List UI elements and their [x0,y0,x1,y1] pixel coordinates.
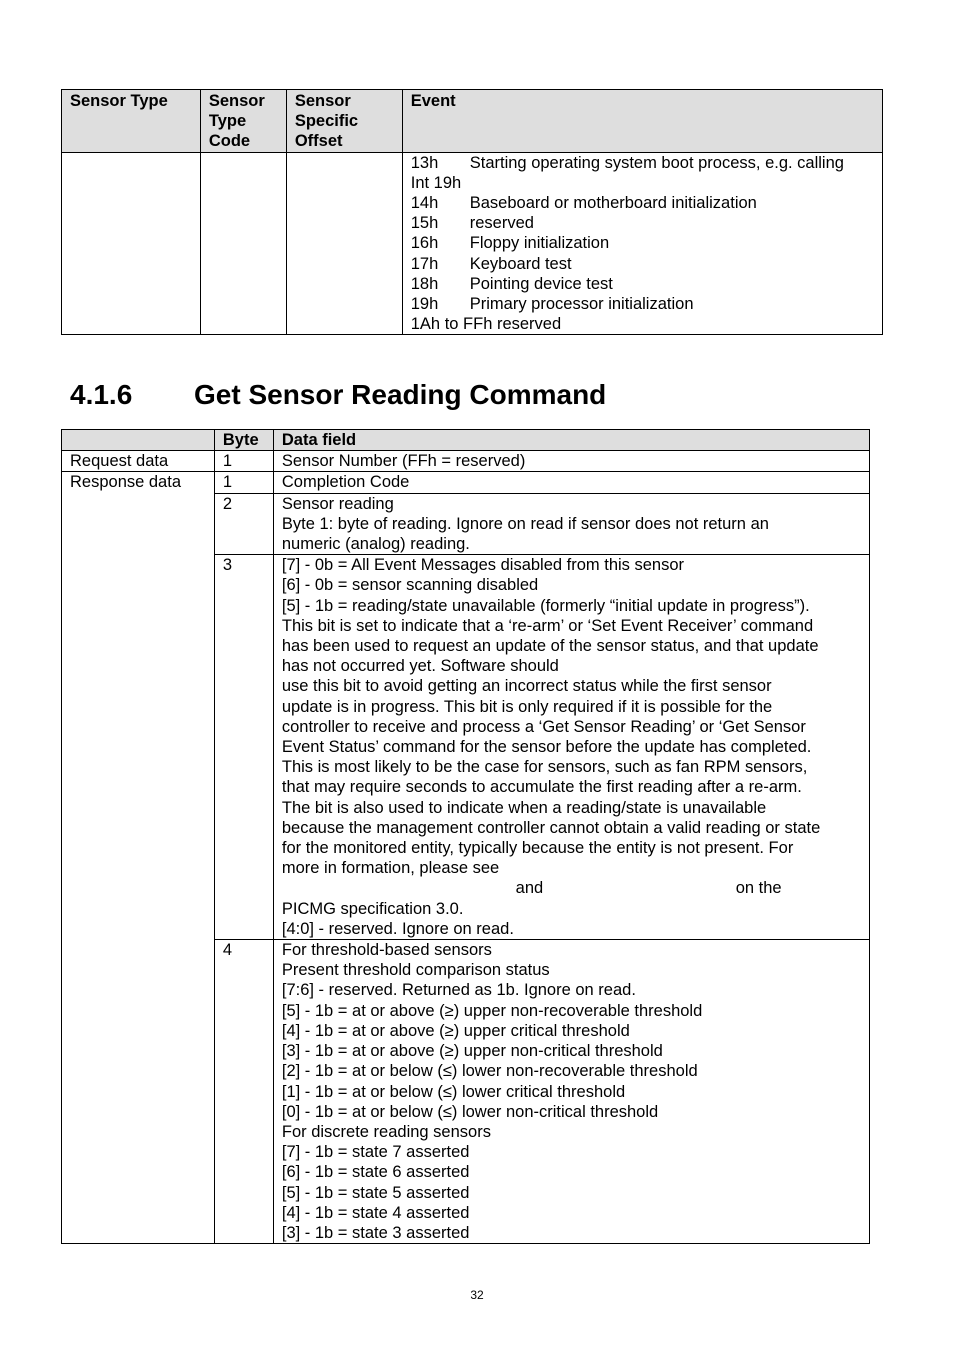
field-line: for the monitored entity, typically because the entity is not present. For [281,839,794,858]
response-byte: 3 [214,555,273,940]
field-line: has not occurred yet. Software should [281,657,559,676]
field-line: Event Status’ command for the sensor before the update has completed. [281,738,812,757]
field-line: [1] - 1b = at or below (≤) lower critical threshold [281,1082,626,1101]
event-entry [411,294,874,314]
event-entry [411,254,874,274]
header-byte: Byte [214,430,273,451]
event-text: Primary processor initialization [469,295,694,314]
response-row [62,472,870,493]
response-field [273,493,869,555]
request-field: Sensor Number (FFh = reserved) [273,451,869,472]
header-sensor-specific-offset: Sensor Specific Offset [286,90,402,153]
field-line: [6] - 0b = sensor scanning disabled [281,576,539,595]
sensor-event-table [61,89,883,335]
field-line: has been used to request an update of the sensor status, and that update [281,637,819,656]
sensor-type-cell [62,152,201,335]
response-byte: 2 [214,493,273,555]
event-entry [411,193,874,213]
field-line: [5] - 1b = reading/state unavailable (formerly “initial update in progress”). [281,596,810,615]
get-sensor-reading-table [61,429,870,1244]
event-code: 16h [410,234,439,253]
event-entry [411,233,874,253]
field-line: Completion Code [281,473,410,492]
response-label: Response data [62,472,215,1244]
event-text: Baseboard or motherboard initialization [469,194,757,213]
field-line: [6] - 1b = state 6 asserted [281,1163,470,1182]
field-line: [4] - 1b = state 4 asserted [281,1203,470,1222]
event-text: Pointing device test [469,274,613,293]
event-text: Floppy initialization [469,234,610,253]
field-line: numeric (analog) reading. [281,535,470,554]
event-text: 1Ah to FFh reserved [410,315,562,334]
header-data-field: Data field [273,430,869,451]
response-field [273,555,869,940]
header-blank [62,430,215,451]
response-rows [62,472,870,1244]
field-line: [2] - 1b = at or below (≤) lower non-recoverable threshold [281,1062,698,1081]
sensor-offset-cell [286,152,402,335]
event-entry [411,153,874,173]
field-line: For discrete reading sensors [281,1122,491,1141]
field-line: PICMG specification 3.0. [281,899,464,918]
field-line: [4:0] - reserved. Ignore on read. [281,919,514,938]
event-entry [411,274,874,294]
field-line: use this bit to avoid getting an incorrect status while the first sensor [281,677,772,696]
event-entry [411,213,874,233]
field-line: [7] - 1b = state 7 asserted [281,1143,470,1162]
event-code: 13h [410,153,439,172]
event-text: Int 19h [410,173,462,192]
table-row [62,152,883,335]
field-line: [5] - 1b = state 5 asserted [281,1183,470,1202]
response-field [273,472,869,493]
header-sensor-type-code: Sensor Type Code [200,90,286,153]
field-line: more in formation, please see [281,859,500,878]
event-cell [402,152,882,335]
section-heading [70,377,606,413]
event-code: 18h [410,274,439,293]
field-line: Present threshold comparison status [281,961,550,980]
page-number: 32 [470,1288,484,1302]
section-title: Get Sensor Reading Command [194,379,607,410]
table-header-row [62,90,883,153]
section-number: 4.1.6 [70,379,133,410]
event-text: Starting operating system boot process, e.g. calling [469,153,844,172]
response-byte: 1 [214,472,273,493]
field-line: For threshold-based sensors [281,941,492,960]
field-line: This bit is set to indicate that a ‘re-arm’ or ‘Set Event Receiver’ command [281,616,814,635]
table-header-row [62,430,870,451]
event-entry [411,314,874,334]
header-sensor-type: Sensor Type [62,90,201,153]
field-line: [4] - 1b = at or above (≥) upper critical threshold [281,1021,630,1040]
header-event: Event [402,90,882,153]
field-line: [5] - 1b = at or above (≥) upper non-recoverable threshold [281,1001,703,1020]
field-line: [0] - 1b = at or below (≤) lower non-critical threshold [281,1102,659,1121]
request-row [62,451,870,472]
request-byte: 1 [214,451,273,472]
event-code: 19h [410,295,439,314]
event-code: 17h [410,254,439,273]
field-line: [7] - 0b = All Event Messages disabled from this sensor [281,556,685,575]
response-byte: 4 [214,940,273,1244]
event-text: reserved [469,214,534,233]
field-line: and on the [281,879,782,898]
event-code: 14h [410,194,439,213]
field-line: Byte 1: byte of reading. Ignore on read if sensor does not return an [281,514,769,533]
field-line: [7:6] - reserved. Returned as 1b. Ignore on read. [281,981,636,1000]
field-line: Sensor reading [281,494,394,513]
request-label: Request data [62,451,215,472]
field-line: update is in progress. This bit is only required if it is possible for the [281,697,773,716]
field-line: This is most likely to be the case for sensors, such as fan RPM sensors, [281,758,808,777]
field-line: controller to receive and process a ‘Get Sensor Reading’ or ‘Get Sensor [281,717,806,736]
event-text: Keyboard test [469,254,572,273]
event-entry [411,173,874,193]
field-line: because the management controller cannot obtain a valid reading or state [281,818,821,837]
sensor-type-code-cell [200,152,286,335]
response-field [273,940,869,1244]
field-line: The bit is also used to indicate when a reading/state is unavailable [281,798,767,817]
field-line: [3] - 1b = at or above (≥) upper non-critical threshold [281,1042,663,1061]
field-line: [3] - 1b = state 3 asserted [281,1223,470,1242]
event-code: 15h [410,214,439,233]
field-line: that may require seconds to accumulate the first reading after a re-arm. [281,778,802,797]
